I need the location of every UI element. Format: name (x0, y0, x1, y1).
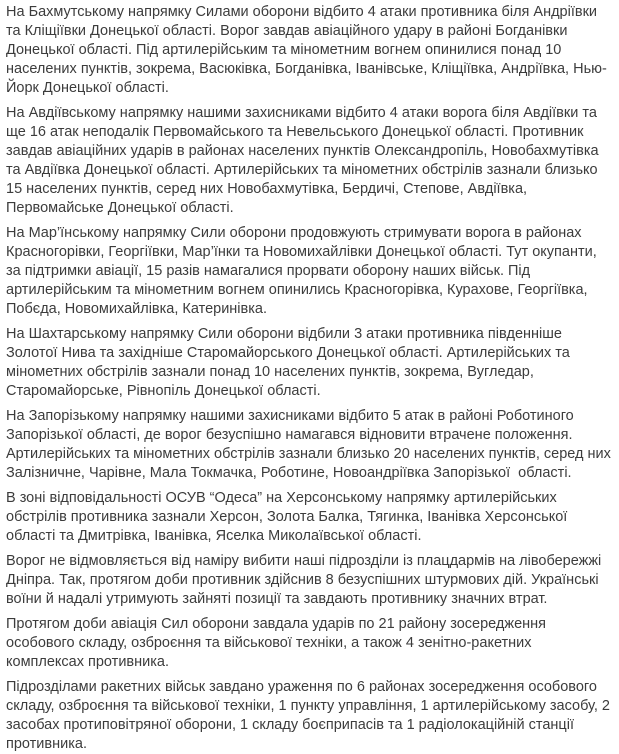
paragraph-dnipro-left-bank: Ворог не відмовляється від наміру вибити наші підрозділи із плацдармів на лівобережжі Дніпра. Так, протягом доби противник здійснив 8 безуспішних штурмових дій. Українські воїни й надалі утримують зайняті позиції та завдають противнику значних втрат. (6, 553, 606, 607)
paragraph-missile-forces: Підрозділами ракетних військ завдано ураження по 6 районах зосередження особового складу, озброєння та військової техніки, 1 пункту управління, 1 артилерійському засобу, 2 засобах протиповітряної оборони, 1 складу боєприпасів та 1 радіолокаційній станції противника. (6, 679, 615, 752)
paragraph-shakhtarsk-direction: На Шахтарському напрямку Сили оборони відбили 3 атаки противника південніше Золотої Нива та західніше Старомайорського Донецької області. Артилерійських та мінометних обстрілів зазнали понад 10 населених пунктів, зокрема, Вугледар, Старомайорське, Рівнопіль Донецької області. (6, 326, 574, 399)
paragraph-bakhmut-direction: На Бахмутському напрямку Силами оборони відбито 4 атаки противника біля Андріївки та Кліщіївки Донецької області. Ворог завдав авіаційного удару в районі Богданівки Донецької області. Під артилерійським та мінометним вогнем опинилися понад 10 населених пунктів, зокрема, Васюківка, Богданівка, Іванівське, Кліщіївка, Андріївка, Нью-Йорк Донецької області. (6, 4, 607, 96)
paragraph-marinka-direction: На Мар’їнському напрямку Сили оборони продовжують стримувати ворога в районах Красногорівки, Георгіївки, Мар’їнки та Новомихайлівки Донецької області. Тут окупанти, за підтримки авіації, 15 разів намагалися прорвати оборону наших військ. Під артилерійським та мінометним вогнем опинились Красногорівка, Курахове, Георгіївка, Побєда, Новомихайлівка, Катеринівка. (6, 225, 601, 317)
paragraph-aviation-strikes: Протягом доби авіація Сил оборони завдала ударів по 21 району зосередження особового складу, озброєння та військової техніки, а також 4 зенітно-ракетних комплексах противника. (6, 616, 551, 670)
paragraph-avdiivka-direction: На Авдіївському напрямку нашими захисниками відбито 4 атаки ворога біля Авдіївки та ще 16 атак неподалік Первомайського та Невельського Донецької області. Противник завдав авіаційних ударів в районах населених пунктів Олександропіль, Новобахмутівка та Авдіївка Донецької області. Артилерійських та мінометних обстрілів зазнали близько 15 населених пунктів, серед них Новобахмутівка, Бердичі, Степове, Авдіївка, Первомайське Донецької області. (6, 105, 603, 216)
paragraph-kherson-direction: В зоні відповідальності ОСУВ “Одеса” на Херсонському напрямку артилерійських обстрілів противника зазнали Херсон, Золота Балка, Тягинка, Іванівка Херсонської області та Дмитрівка, Іванівка, Яселка Миколаївської області. (6, 490, 572, 544)
paragraph-zaporizhzhia-direction: На Запорізькому напрямку нашими захисниками відбито 5 атак в районі Роботиного Запорізької області, де ворог безуспішно намагався відновити втрачене положення. Артилерійських та мінометних обстрілів зазнали близько 20 населених пунктів, серед них Залізничне, Чарівне, Мала Токмачка, Роботине, Новоандріївка Запорізької області. (6, 408, 615, 481)
